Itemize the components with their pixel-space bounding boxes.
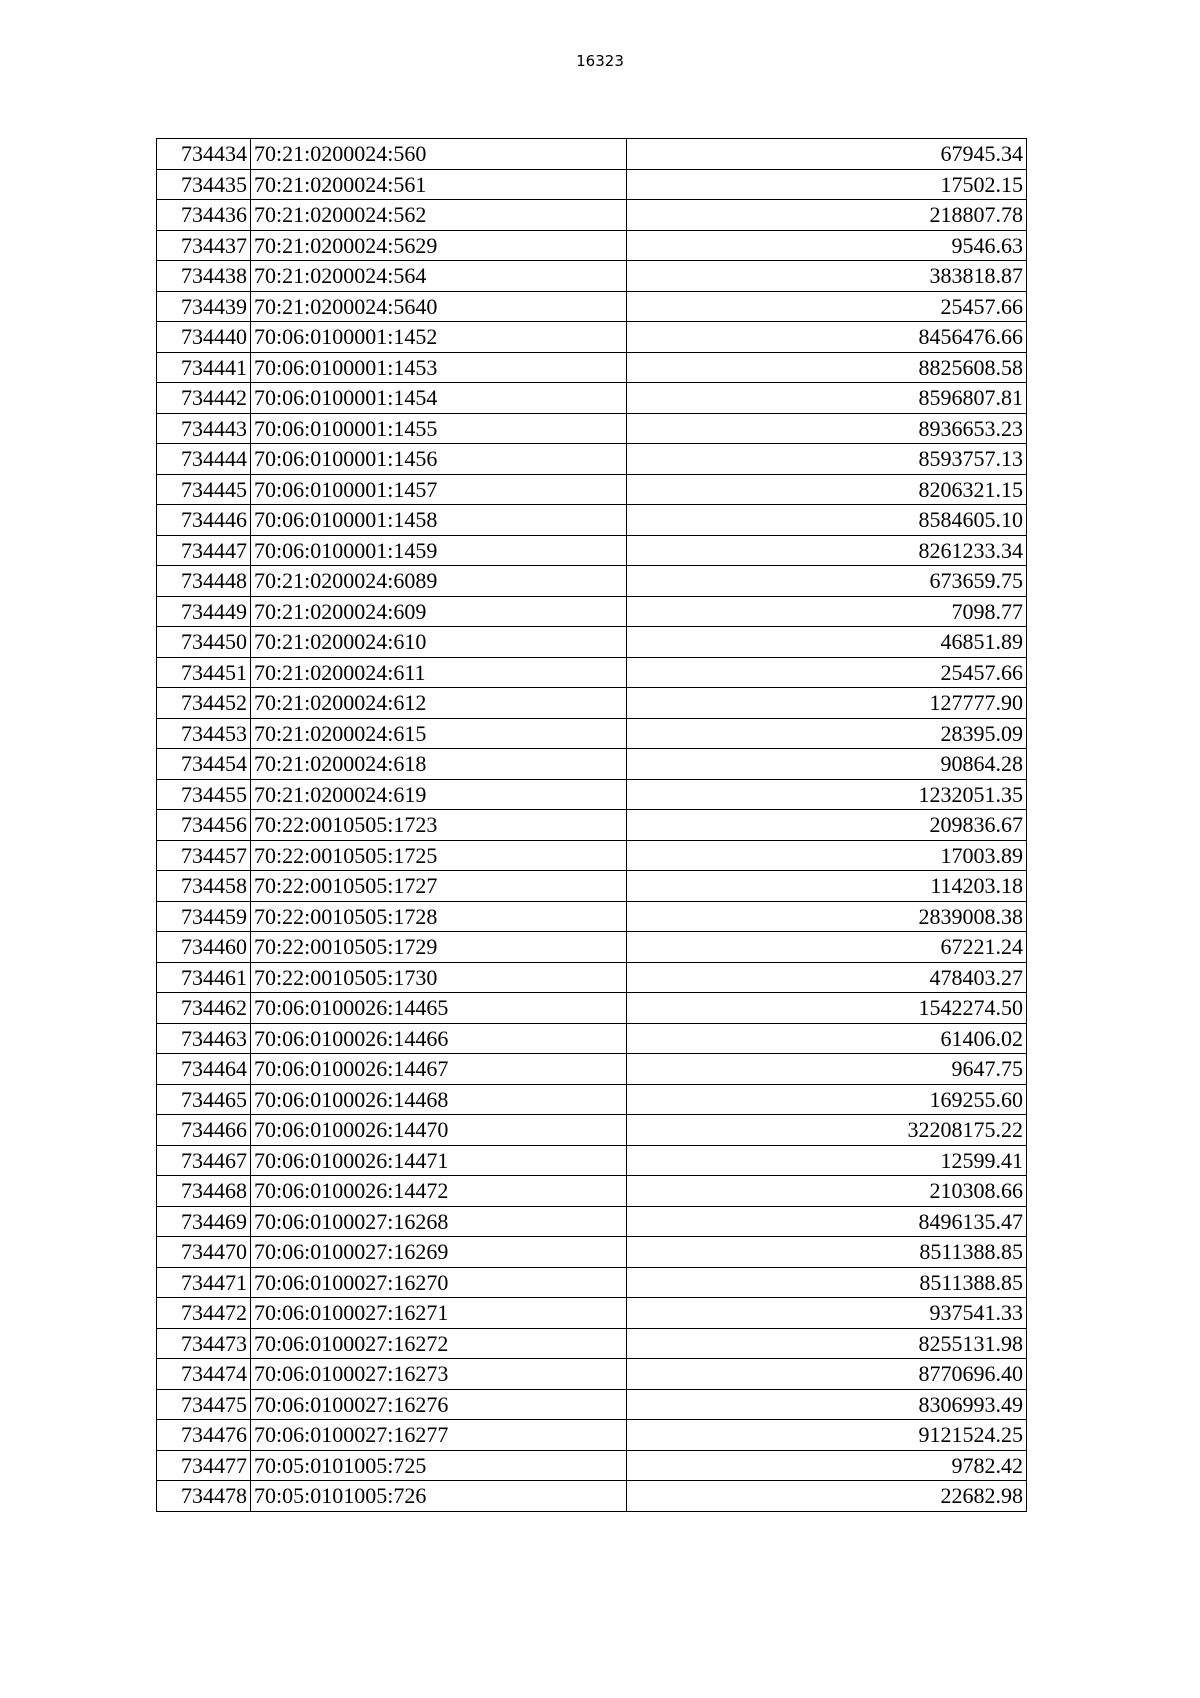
- value-cell: 9647.75: [627, 1054, 1027, 1085]
- value-cell: 127777.90: [627, 688, 1027, 719]
- cadastral-number-cell: 70:21:0200024:5640: [251, 291, 627, 322]
- value-cell: 8496135.47: [627, 1206, 1027, 1237]
- table-row: [157, 413, 1027, 444]
- value-cell: 90864.28: [627, 749, 1027, 780]
- row-number-cell: 734477: [157, 1450, 251, 1481]
- cadastral-number-cell: 70:06:0100001:1452: [251, 322, 627, 353]
- table-row: [157, 1115, 1027, 1146]
- value-cell: 8825608.58: [627, 352, 1027, 383]
- value-cell: 32208175.22: [627, 1115, 1027, 1146]
- cadastral-number-cell: 70:06:0100001:1459: [251, 535, 627, 566]
- cadastral-number-cell: 70:22:0010505:1725: [251, 840, 627, 871]
- table-row: [157, 962, 1027, 993]
- row-number-cell: 734461: [157, 962, 251, 993]
- row-number-cell: 734442: [157, 383, 251, 414]
- cadastral-number-cell: 70:21:0200024:609: [251, 596, 627, 627]
- row-number-cell: 734458: [157, 871, 251, 902]
- value-cell: 937541.33: [627, 1298, 1027, 1329]
- value-cell: 218807.78: [627, 200, 1027, 231]
- row-number-cell: 734448: [157, 566, 251, 597]
- cadastral-number-cell: 70:06:0100001:1454: [251, 383, 627, 414]
- table-row: [157, 932, 1027, 963]
- value-cell: 9546.63: [627, 230, 1027, 261]
- table-row: [157, 352, 1027, 383]
- table-row: [157, 566, 1027, 597]
- table-row: [157, 1206, 1027, 1237]
- cadastral-number-cell: 70:21:0200024:618: [251, 749, 627, 780]
- row-number-cell: 734434: [157, 139, 251, 170]
- value-cell: 2839008.38: [627, 901, 1027, 932]
- table-row: [157, 1481, 1027, 1512]
- cadastral-number-cell: 70:06:0100001:1458: [251, 505, 627, 536]
- row-number-cell: 734446: [157, 505, 251, 536]
- cadastral-number-cell: 70:06:0100026:14466: [251, 1023, 627, 1054]
- row-number-cell: 734468: [157, 1176, 251, 1207]
- row-number-cell: 734466: [157, 1115, 251, 1146]
- table-row: [157, 139, 1027, 170]
- table-row: [157, 1145, 1027, 1176]
- row-number-cell: 734453: [157, 718, 251, 749]
- cadastral-number-cell: 70:06:0100001:1456: [251, 444, 627, 475]
- row-number-cell: 734467: [157, 1145, 251, 1176]
- row-number-cell: 734456: [157, 810, 251, 841]
- table-row: [157, 1267, 1027, 1298]
- cadastral-number-cell: 70:06:0100001:1453: [251, 352, 627, 383]
- row-number-cell: 734471: [157, 1267, 251, 1298]
- row-number-cell: 734476: [157, 1420, 251, 1451]
- value-cell: 25457.66: [627, 291, 1027, 322]
- table-row: [157, 718, 1027, 749]
- table-row: [157, 1237, 1027, 1268]
- cadastral-number-cell: 70:22:0010505:1723: [251, 810, 627, 841]
- value-cell: 8206321.15: [627, 474, 1027, 505]
- cadastral-number-cell: 70:21:0200024:612: [251, 688, 627, 719]
- table-row: [157, 383, 1027, 414]
- table-row: [157, 261, 1027, 292]
- cadastral-number-cell: 70:06:0100027:16273: [251, 1359, 627, 1390]
- value-cell: 673659.75: [627, 566, 1027, 597]
- value-cell: 28395.09: [627, 718, 1027, 749]
- value-cell: 478403.27: [627, 962, 1027, 993]
- value-cell: 22682.98: [627, 1481, 1027, 1512]
- cadastral-number-cell: 70:21:0200024:615: [251, 718, 627, 749]
- table-row: [157, 474, 1027, 505]
- value-cell: 61406.02: [627, 1023, 1027, 1054]
- row-number-cell: 734449: [157, 596, 251, 627]
- cadastral-number-cell: 70:21:0200024:562: [251, 200, 627, 231]
- table-row: [157, 688, 1027, 719]
- value-cell: 8261233.34: [627, 535, 1027, 566]
- value-cell: 8770696.40: [627, 1359, 1027, 1390]
- value-cell: 25457.66: [627, 657, 1027, 688]
- cadastral-number-cell: 70:06:0100026:14467: [251, 1054, 627, 1085]
- cadastral-number-cell: 70:06:0100026:14471: [251, 1145, 627, 1176]
- cadastral-number-cell: 70:06:0100027:16271: [251, 1298, 627, 1329]
- row-number-cell: 734474: [157, 1359, 251, 1390]
- cadastral-value-table: [156, 138, 1027, 1512]
- value-cell: 8511388.85: [627, 1237, 1027, 1268]
- table-row: [157, 535, 1027, 566]
- cadastral-number-cell: 70:21:0200024:6089: [251, 566, 627, 597]
- row-number-cell: 734462: [157, 993, 251, 1024]
- value-cell: 67221.24: [627, 932, 1027, 963]
- cadastral-number-cell: 70:06:0100027:16276: [251, 1389, 627, 1420]
- value-cell: 67945.34: [627, 139, 1027, 170]
- table-row: [157, 840, 1027, 871]
- table-row: [157, 1084, 1027, 1115]
- value-cell: 8255131.98: [627, 1328, 1027, 1359]
- value-cell: 8596807.81: [627, 383, 1027, 414]
- cadastral-number-cell: 70:06:0100027:16269: [251, 1237, 627, 1268]
- table-row: [157, 779, 1027, 810]
- value-cell: 8584605.10: [627, 505, 1027, 536]
- cadastral-number-cell: 70:05:0101005:726: [251, 1481, 627, 1512]
- row-number-cell: 734465: [157, 1084, 251, 1115]
- table-row: [157, 169, 1027, 200]
- row-number-cell: 734478: [157, 1481, 251, 1512]
- cadastral-number-cell: 70:22:0010505:1729: [251, 932, 627, 963]
- row-number-cell: 734447: [157, 535, 251, 566]
- value-cell: 46851.89: [627, 627, 1027, 658]
- row-number-cell: 734455: [157, 779, 251, 810]
- cadastral-number-cell: 70:06:0100026:14472: [251, 1176, 627, 1207]
- row-number-cell: 734450: [157, 627, 251, 658]
- value-cell: 8456476.66: [627, 322, 1027, 353]
- value-cell: 383818.87: [627, 261, 1027, 292]
- cadastral-number-cell: 70:06:0100027:16268: [251, 1206, 627, 1237]
- table-row: [157, 1054, 1027, 1085]
- cadastral-number-cell: 70:06:0100027:16277: [251, 1420, 627, 1451]
- row-number-cell: 734463: [157, 1023, 251, 1054]
- row-number-cell: 734437: [157, 230, 251, 261]
- cadastral-number-cell: 70:06:0100027:16272: [251, 1328, 627, 1359]
- cadastral-number-cell: 70:05:0101005:725: [251, 1450, 627, 1481]
- table-row: [157, 1298, 1027, 1329]
- cadastral-number-cell: 70:22:0010505:1730: [251, 962, 627, 993]
- cadastral-number-cell: 70:06:0100026:14465: [251, 993, 627, 1024]
- row-number-cell: 734469: [157, 1206, 251, 1237]
- table-row: [157, 505, 1027, 536]
- table-row: [157, 1450, 1027, 1481]
- table-row: [157, 230, 1027, 261]
- value-cell: 17003.89: [627, 840, 1027, 871]
- cadastral-number-cell: 70:21:0200024:611: [251, 657, 627, 688]
- value-cell: 12599.41: [627, 1145, 1027, 1176]
- cadastral-number-cell: 70:21:0200024:564: [251, 261, 627, 292]
- table-row: [157, 291, 1027, 322]
- table-row: [157, 901, 1027, 932]
- page-number: 16323: [576, 52, 624, 70]
- row-number-cell: 734445: [157, 474, 251, 505]
- value-cell: 7098.77: [627, 596, 1027, 627]
- value-cell: 209836.67: [627, 810, 1027, 841]
- table-row: [157, 871, 1027, 902]
- table-row: [157, 993, 1027, 1024]
- row-number-cell: 734475: [157, 1389, 251, 1420]
- table-row: [157, 444, 1027, 475]
- cadastral-number-cell: 70:06:0100001:1455: [251, 413, 627, 444]
- cadastral-number-cell: 70:22:0010505:1727: [251, 871, 627, 902]
- value-cell: 1232051.35: [627, 779, 1027, 810]
- cadastral-number-cell: 70:21:0200024:619: [251, 779, 627, 810]
- row-number-cell: 734454: [157, 749, 251, 780]
- table-row: [157, 200, 1027, 231]
- cadastral-number-cell: 70:21:0200024:560: [251, 139, 627, 170]
- table-row: [157, 1359, 1027, 1390]
- value-cell: 210308.66: [627, 1176, 1027, 1207]
- value-cell: 8306993.49: [627, 1389, 1027, 1420]
- value-cell: 8593757.13: [627, 444, 1027, 475]
- table-row: [157, 596, 1027, 627]
- value-cell: 114203.18: [627, 871, 1027, 902]
- row-number-cell: 734464: [157, 1054, 251, 1085]
- value-cell: 1542274.50: [627, 993, 1027, 1024]
- value-cell: 169255.60: [627, 1084, 1027, 1115]
- table-row: [157, 1420, 1027, 1451]
- table-row: [157, 1389, 1027, 1420]
- cadastral-number-cell: 70:06:0100026:14468: [251, 1084, 627, 1115]
- row-number-cell: 734436: [157, 200, 251, 231]
- table-row: [157, 1328, 1027, 1359]
- cadastral-number-cell: 70:06:0100027:16270: [251, 1267, 627, 1298]
- row-number-cell: 734472: [157, 1298, 251, 1329]
- row-number-cell: 734457: [157, 840, 251, 871]
- row-number-cell: 734443: [157, 413, 251, 444]
- row-number-cell: 734473: [157, 1328, 251, 1359]
- cadastral-number-cell: 70:06:0100026:14470: [251, 1115, 627, 1146]
- row-number-cell: 734451: [157, 657, 251, 688]
- cadastral-number-cell: 70:21:0200024:561: [251, 169, 627, 200]
- cadastral-number-cell: 70:21:0200024:610: [251, 627, 627, 658]
- row-number-cell: 734459: [157, 901, 251, 932]
- value-cell: 9782.42: [627, 1450, 1027, 1481]
- table-row: [157, 322, 1027, 353]
- row-number-cell: 734444: [157, 444, 251, 475]
- row-number-cell: 734470: [157, 1237, 251, 1268]
- table-row: [157, 810, 1027, 841]
- cadastral-number-cell: 70:06:0100001:1457: [251, 474, 627, 505]
- table-body: [157, 139, 1027, 1512]
- row-number-cell: 734438: [157, 261, 251, 292]
- row-number-cell: 734435: [157, 169, 251, 200]
- row-number-cell: 734441: [157, 352, 251, 383]
- table-row: [157, 749, 1027, 780]
- value-cell: 17502.15: [627, 169, 1027, 200]
- row-number-cell: 734460: [157, 932, 251, 963]
- cadastral-number-cell: 70:21:0200024:5629: [251, 230, 627, 261]
- table-row: [157, 1176, 1027, 1207]
- table-row: [157, 657, 1027, 688]
- cadastral-number-cell: 70:22:0010505:1728: [251, 901, 627, 932]
- row-number-cell: 734440: [157, 322, 251, 353]
- table-row: [157, 1023, 1027, 1054]
- value-cell: 8936653.23: [627, 413, 1027, 444]
- row-number-cell: 734452: [157, 688, 251, 719]
- row-number-cell: 734439: [157, 291, 251, 322]
- table-row: [157, 627, 1027, 658]
- value-cell: 9121524.25: [627, 1420, 1027, 1451]
- value-cell: 8511388.85: [627, 1267, 1027, 1298]
